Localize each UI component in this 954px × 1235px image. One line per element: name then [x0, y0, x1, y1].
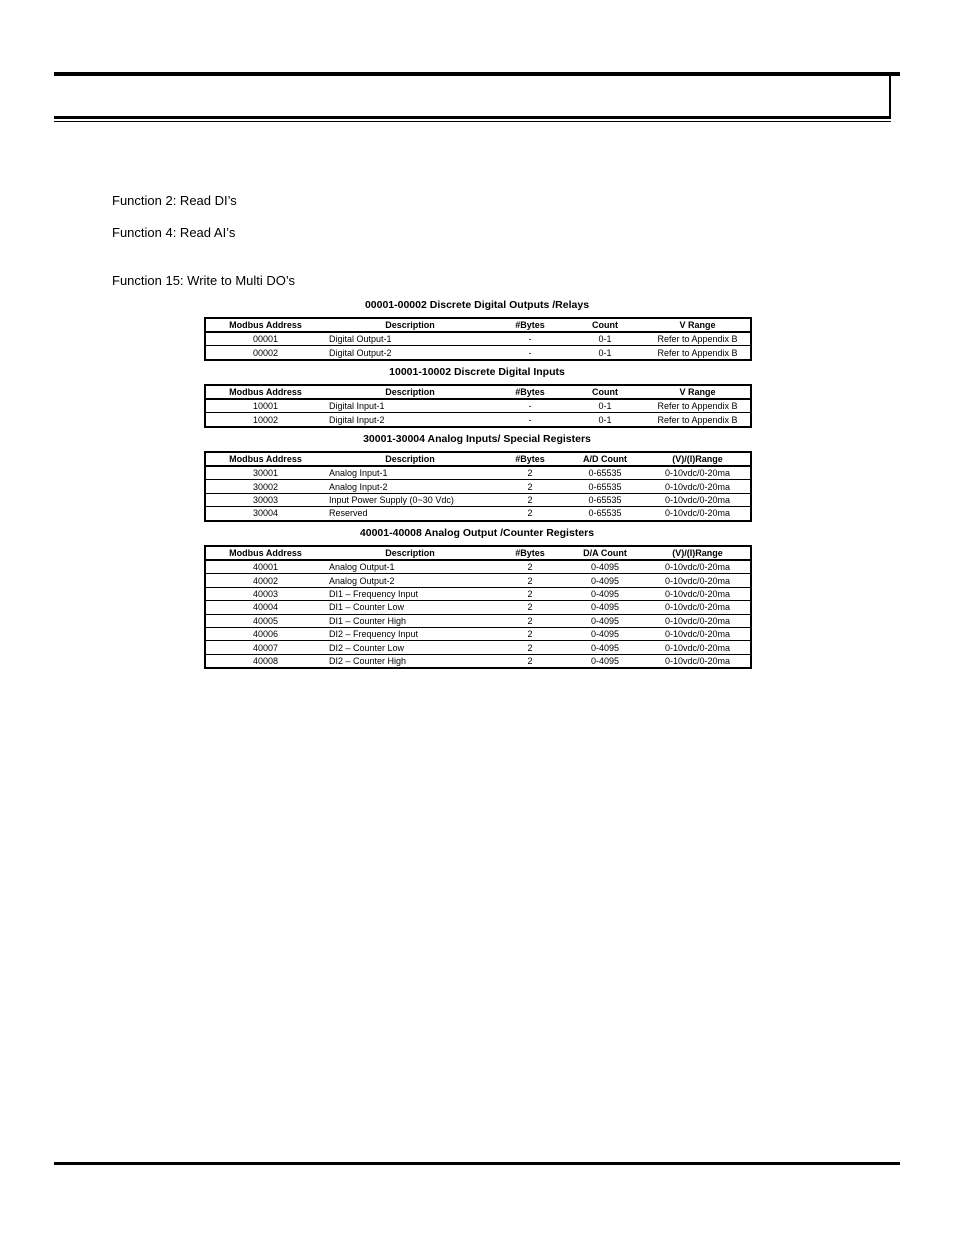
table-title-digital-inputs: 10001-10002 Discrete Digital Inputs	[389, 366, 565, 378]
table-row	[205, 466, 751, 480]
cell-bytes: -	[495, 413, 565, 427]
table-row	[205, 560, 751, 574]
cell-description: Analog Input-2	[325, 480, 495, 493]
cell-address: 40004	[205, 601, 325, 614]
table-header-row	[205, 318, 751, 332]
column-header-bytes: #Bytes	[495, 385, 565, 399]
cell-count: 0-1	[565, 399, 645, 413]
cell-range: Refer to Appendix B	[645, 399, 751, 413]
cell-description: Analog Output-2	[325, 574, 495, 587]
cell-address: 30001	[205, 466, 325, 480]
cell-count: 0-1	[565, 346, 645, 360]
function-15-line: Function 15: Write to Multi DO’s	[112, 273, 296, 288]
cell-address: 30003	[205, 493, 325, 506]
cell-description: Digital Input-1	[325, 399, 495, 413]
cell-bytes: 2	[495, 574, 565, 587]
table-header-row	[205, 546, 751, 560]
cell-bytes: 2	[495, 654, 565, 668]
header-top-rule	[54, 72, 900, 76]
cell-count: 0-4095	[565, 627, 645, 640]
cell-description: DI2 – Counter Low	[325, 641, 495, 654]
cell-address: 30002	[205, 480, 325, 493]
table-row	[205, 346, 751, 360]
cell-description: Digital Input-2	[325, 413, 495, 427]
cell-range: 0-10vdc/0-20ma	[645, 560, 751, 574]
cell-address: 40008	[205, 654, 325, 668]
column-header-bytes: #Bytes	[495, 546, 565, 560]
table-row	[205, 641, 751, 654]
cell-bytes: 2	[495, 627, 565, 640]
cell-count: 0-4095	[565, 560, 645, 574]
cell-address: 40006	[205, 627, 325, 640]
cell-count: 0-4095	[565, 601, 645, 614]
cell-count: 0-65535	[565, 493, 645, 506]
cell-bytes: 2	[495, 587, 565, 600]
table-digital-outputs	[204, 317, 752, 361]
cell-description: Reserved	[325, 507, 495, 521]
cell-count: 0-4095	[565, 587, 645, 600]
column-header-bytes: #Bytes	[495, 318, 565, 332]
cell-count: 0-1	[565, 332, 645, 346]
table-row	[205, 399, 751, 413]
cell-address: 00001	[205, 332, 325, 346]
cell-count: 0-65535	[565, 480, 645, 493]
table-row	[205, 587, 751, 600]
cell-description: DI2 – Frequency Input	[325, 627, 495, 640]
cell-description: DI1 – Counter High	[325, 614, 495, 627]
column-header-description: Description	[325, 452, 495, 466]
cell-range: 0-10vdc/0-20ma	[645, 614, 751, 627]
column-header-address: Modbus Address	[205, 385, 325, 399]
header-right-rule	[889, 72, 891, 118]
cell-range: Refer to Appendix B	[645, 413, 751, 427]
column-header-count: D/A Count	[565, 546, 645, 560]
cell-range: 0-10vdc/0-20ma	[645, 493, 751, 506]
cell-range: 0-10vdc/0-20ma	[645, 587, 751, 600]
cell-count: 0-1	[565, 413, 645, 427]
cell-address: 10002	[205, 413, 325, 427]
footer-rule	[54, 1162, 900, 1165]
cell-range: 0-10vdc/0-20ma	[645, 654, 751, 668]
column-header-range: V Range	[645, 385, 751, 399]
column-header-address: Modbus Address	[205, 318, 325, 332]
table-row	[205, 601, 751, 614]
cell-address: 40003	[205, 587, 325, 600]
cell-count: 0-4095	[565, 614, 645, 627]
cell-description: Digital Output-2	[325, 346, 495, 360]
cell-bytes: 2	[495, 601, 565, 614]
table-title-analog-outputs: 40001-40008 Analog Output /Counter Registers	[359, 527, 595, 539]
cell-address: 40007	[205, 641, 325, 654]
column-header-count: A/D Count	[565, 452, 645, 466]
column-header-description: Description	[325, 546, 495, 560]
cell-address: 40002	[205, 574, 325, 587]
cell-range: 0-10vdc/0-20ma	[645, 480, 751, 493]
table-row	[205, 654, 751, 668]
column-header-range: (V)/(I)Range	[645, 546, 751, 560]
cell-bytes: 2	[495, 480, 565, 493]
cell-bytes: 2	[495, 560, 565, 574]
cell-range: Refer to Appendix B	[645, 332, 751, 346]
column-header-bytes: #Bytes	[495, 452, 565, 466]
cell-count: 0-4095	[565, 654, 645, 668]
column-header-address: Modbus Address	[205, 546, 325, 560]
cell-count: 0-4095	[565, 641, 645, 654]
cell-bytes: 2	[495, 641, 565, 654]
table-row	[205, 332, 751, 346]
cell-bytes: -	[495, 399, 565, 413]
cell-bytes: -	[495, 346, 565, 360]
table-row	[205, 480, 751, 493]
table-row	[205, 493, 751, 506]
table-row	[205, 574, 751, 587]
column-header-count: Count	[565, 318, 645, 332]
header-bottom-rule	[54, 116, 891, 119]
table-title-digital-outputs: 00001-00002 Discrete Digital Outputs /Relays	[364, 299, 590, 311]
cell-description: DI1 – Frequency Input	[325, 587, 495, 600]
table-header-row	[205, 385, 751, 399]
table-row	[205, 507, 751, 521]
cell-bytes: 2	[495, 493, 565, 506]
table-row	[205, 614, 751, 627]
cell-range: 0-10vdc/0-20ma	[645, 601, 751, 614]
table-digital-inputs	[204, 384, 752, 428]
cell-count: 0-65535	[565, 466, 645, 480]
column-header-description: Description	[325, 385, 495, 399]
table-analog-inputs	[204, 451, 752, 522]
cell-description: Analog Output-1	[325, 560, 495, 574]
cell-count: 0-4095	[565, 574, 645, 587]
column-header-address: Modbus Address	[205, 452, 325, 466]
cell-bytes: -	[495, 332, 565, 346]
cell-description: Digital Output-1	[325, 332, 495, 346]
cell-description: DI1 – Counter Low	[325, 601, 495, 614]
table-row	[205, 627, 751, 640]
cell-range: 0-10vdc/0-20ma	[645, 574, 751, 587]
cell-description: Input Power Supply (0~30 Vdc)	[325, 493, 495, 506]
cell-range: 0-10vdc/0-20ma	[645, 627, 751, 640]
cell-description: Analog Input-1	[325, 466, 495, 480]
cell-bytes: 2	[495, 507, 565, 521]
cell-range: 0-10vdc/0-20ma	[645, 507, 751, 521]
header-bottom-thin-rule	[54, 121, 891, 122]
cell-range: Refer to Appendix B	[645, 346, 751, 360]
cell-address: 10001	[205, 399, 325, 413]
cell-address: 40005	[205, 614, 325, 627]
cell-address: 40001	[205, 560, 325, 574]
table-row	[205, 413, 751, 427]
cell-address: 00002	[205, 346, 325, 360]
function-4-line: Function 4: Read AI’s	[112, 225, 236, 240]
cell-bytes: 2	[495, 614, 565, 627]
function-2-line: Function 2: Read DI’s	[112, 193, 237, 208]
cell-count: 0-65535	[565, 507, 645, 521]
cell-address: 30004	[205, 507, 325, 521]
cell-description: DI2 – Counter High	[325, 654, 495, 668]
table-title-analog-inputs: 30001-30004 Analog Inputs/ Special Registers	[363, 433, 591, 445]
cell-range: 0-10vdc/0-20ma	[645, 641, 751, 654]
column-header-range: (V)/(I)Range	[645, 452, 751, 466]
cell-bytes: 2	[495, 466, 565, 480]
column-header-range: V Range	[645, 318, 751, 332]
cell-range: 0-10vdc/0-20ma	[645, 466, 751, 480]
table-header-row	[205, 452, 751, 466]
column-header-count: Count	[565, 385, 645, 399]
table-analog-outputs	[204, 545, 752, 669]
column-header-description: Description	[325, 318, 495, 332]
